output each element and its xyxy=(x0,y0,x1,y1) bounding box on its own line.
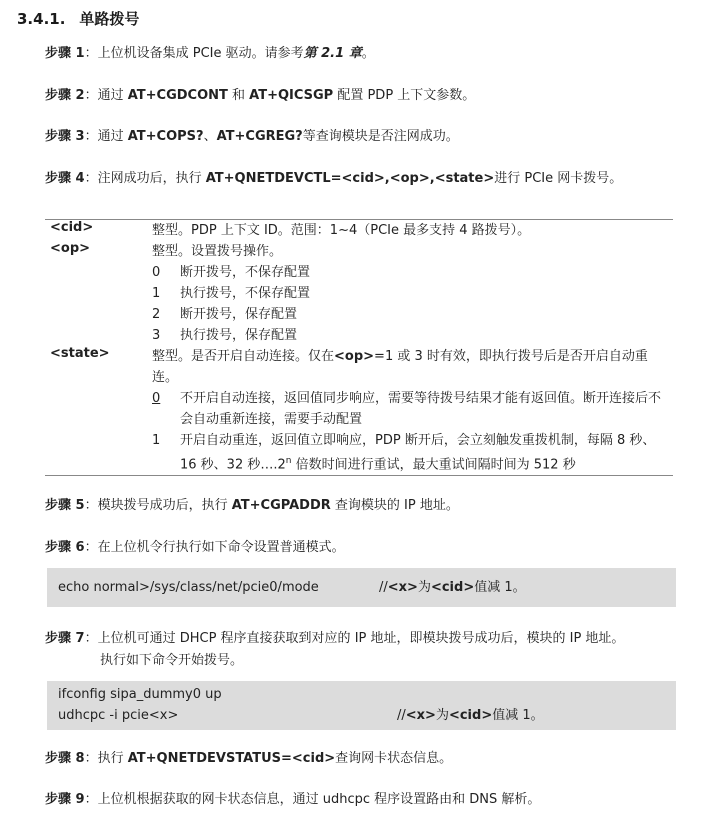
param-desc: 整型。设置拨号操作。 xyxy=(152,244,283,259)
option-row: 1 开启自动重连，返回值立即响应，PDP 断开后，会立刻触发重拨机制，每隔 8 秒、16 秒、32 秒….2$^n$ 倍数时间进行重试，最大重试间隔时间为 512 秒 xyxy=(152,433,656,473)
code-line: echo normal>/sys/class/net/pcie0/mode //<x>为<cid>值减 1。 xyxy=(47,577,676,598)
parameter-table xyxy=(45,219,673,476)
param-row-op xyxy=(45,241,673,346)
option-row: 2 断开拨号，保存配置 xyxy=(152,307,298,322)
section-title: 单路拨号 xyxy=(79,10,140,28)
section-heading xyxy=(17,8,139,29)
step-3: 步骤 3：通过 AT+COPS?、AT+CGREG?等查询模块是否注网成功。 xyxy=(45,129,459,144)
option-row: 3 执行拨号，保存配置 xyxy=(152,328,298,343)
at-command: AT+CGREG? xyxy=(216,129,303,144)
code-comment: //<x>为<cid>值减 1。 xyxy=(379,580,526,595)
step-6: 步骤 6：在上位机令行执行如下命令设置普通模式。 xyxy=(45,540,345,555)
option-row: 1 执行拨号，不保存配置 xyxy=(152,286,311,301)
at-command: AT+QICSGP xyxy=(249,88,334,103)
at-command: AT+CGPADDR xyxy=(231,498,331,513)
step-5: 步骤 5：模块拨号成功后，执行 AT+CGPADDR 查询模块的 IP 地址。 xyxy=(45,498,459,513)
step-8: 步骤 8：执行 AT+QNETDEVSTATUS=<cid>查询网卡状态信息。 xyxy=(45,751,453,766)
at-command: AT+QNETDEVSTATUS=<cid> xyxy=(127,751,336,766)
code-block-dial xyxy=(47,681,676,730)
code-line: ifconfig sipa_dummy0 up xyxy=(58,687,222,702)
param-desc: 整型。是否开启自动连接。仅在<op>=1 或 3 时有效，即执行拨号后是否开启自动重连。 xyxy=(152,349,648,385)
option-row: 0 断开拨号，不保存配置 xyxy=(152,265,311,280)
step-7: 步骤 7：上位机可通过 DHCP 程序直接获取到对应的 IP 地址，即模块拨号成功后，模块的 IP 地址。 执行如下命令开始拨号。 xyxy=(45,631,625,668)
step-9: 步骤 9：上位机根据获取的网卡状态信息，通过 udhcpc 程序设置路由和 DNS 解析。 xyxy=(45,792,541,807)
step-2: 步骤 2：通过 AT+CGDCONT 和 AT+QICSGP 配置 PDP 上下文参数。 xyxy=(45,88,476,103)
param-name: <state> xyxy=(50,346,110,361)
step-1: 步骤 1：上位机设备集成 PCIe 驱动。请参考第 2.1 章。 xyxy=(45,46,375,61)
param-name: <cid> xyxy=(50,220,94,235)
code-comment: //<x>为<cid>值减 1。 xyxy=(397,708,544,723)
param-row-state xyxy=(45,346,673,475)
at-command: AT+COPS? xyxy=(127,129,204,144)
at-command: AT+QNETDEVCTL=<cid>,<op>,<state> xyxy=(205,171,495,186)
section-number: 3.4.1. xyxy=(17,10,66,28)
step-4: 步骤 4：注网成功后，执行 AT+QNETDEVCTL=<cid>,<op>,<state>进行 PCIe 网卡拨号。 xyxy=(45,171,623,186)
at-command: AT+CGDCONT xyxy=(127,88,228,103)
chapter-reference[interactable]: 第 2.1 章 xyxy=(303,46,362,61)
param-desc: 整型。PDP 上下文 ID。范围：1~4（PCIe 最多支持 4 路拨号）。 xyxy=(152,223,531,238)
param-name: <op> xyxy=(50,241,91,256)
param-row-cid xyxy=(45,220,673,241)
option-row: 0 不开启自动连接，返回值同步响应，需要等待拨号结果才能有返回值。断开连接后不会自动重新连接，需要手动配置 xyxy=(152,391,662,427)
code-line: udhcpc -i pcie<x> //<x>为<cid>值减 1。 xyxy=(47,705,676,726)
code-block-mode xyxy=(47,568,676,607)
